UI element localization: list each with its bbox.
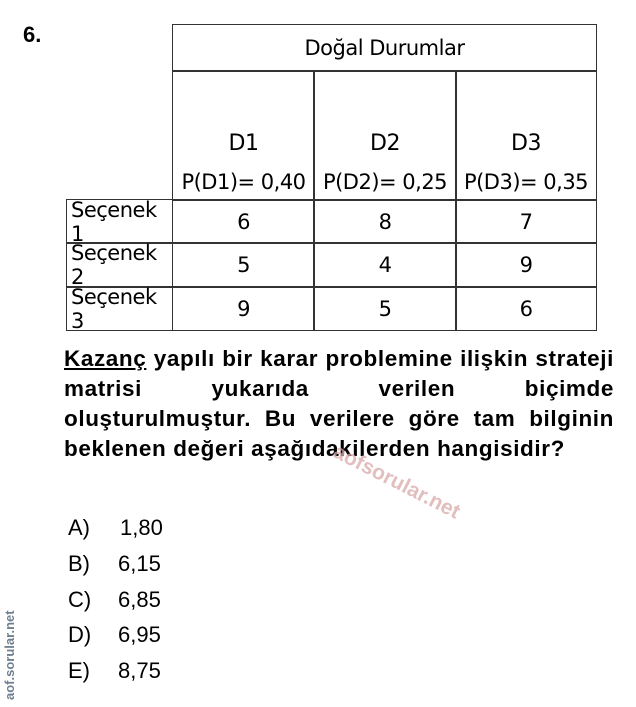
state-header-d2 — [313, 70, 457, 201]
watermark-diagonal: aofsorular.net — [329, 440, 464, 524]
option-value: 6,95 — [118, 622, 161, 647]
option-letter: C) — [68, 587, 92, 612]
table-cell: 4 — [313, 242, 457, 288]
option-letter: A) — [68, 515, 90, 540]
stem-text: yapılı bir karar problemine ilişkin strateji matrisi yukarıda verilen biçimde oluşturulmuştur. Bu verilere göre tam bilginin beklenen değeri aşağıdakilerden hangisidir? — [64, 346, 614, 461]
option-value: 8,75 — [118, 658, 161, 683]
table-cell: 7 — [455, 199, 597, 244]
option-value: 1,80 — [120, 515, 163, 540]
watermark-side: aof.sorular.net — [2, 610, 17, 700]
state-probability: P(D2)= 0,25 — [322, 170, 448, 194]
state-name: D3 — [511, 131, 541, 156]
state-name: D2 — [370, 131, 400, 156]
table-cell: 9 — [455, 242, 597, 288]
table-cell: 6 — [172, 199, 315, 244]
row-label: Seçenek 3 — [66, 286, 173, 331]
option-value: 6,15 — [118, 551, 161, 576]
option-b[interactable] — [68, 551, 161, 577]
group-header — [172, 24, 597, 72]
option-letter: E) — [68, 658, 90, 683]
option-value: 6,85 — [118, 587, 161, 612]
option-letter: D) — [68, 622, 92, 647]
state-probability: P(D3)= 0,35 — [463, 170, 589, 194]
row-label: Seçenek 1 — [66, 199, 173, 244]
option-c[interactable] — [68, 587, 161, 613]
group-header-label: Doğal Durumlar — [304, 36, 465, 60]
option-e[interactable] — [68, 658, 161, 684]
state-name: D1 — [228, 131, 259, 156]
option-a[interactable] — [68, 515, 163, 541]
state-header-d1 — [172, 70, 315, 201]
table-cell: 9 — [172, 286, 315, 331]
state-header-d3 — [455, 70, 597, 201]
option-d[interactable] — [68, 622, 161, 648]
table-cell: 5 — [313, 286, 457, 331]
table-cell: 5 — [172, 242, 315, 288]
question-number: 6. — [23, 22, 42, 47]
option-letter: B) — [68, 551, 90, 576]
table-cell: 6 — [455, 286, 597, 331]
stem-keyword: Kazanç — [64, 346, 147, 371]
table-cell: 8 — [313, 199, 457, 244]
state-probability: P(D1)= 0,40 — [181, 170, 306, 194]
row-label: Seçenek 2 — [66, 242, 173, 288]
